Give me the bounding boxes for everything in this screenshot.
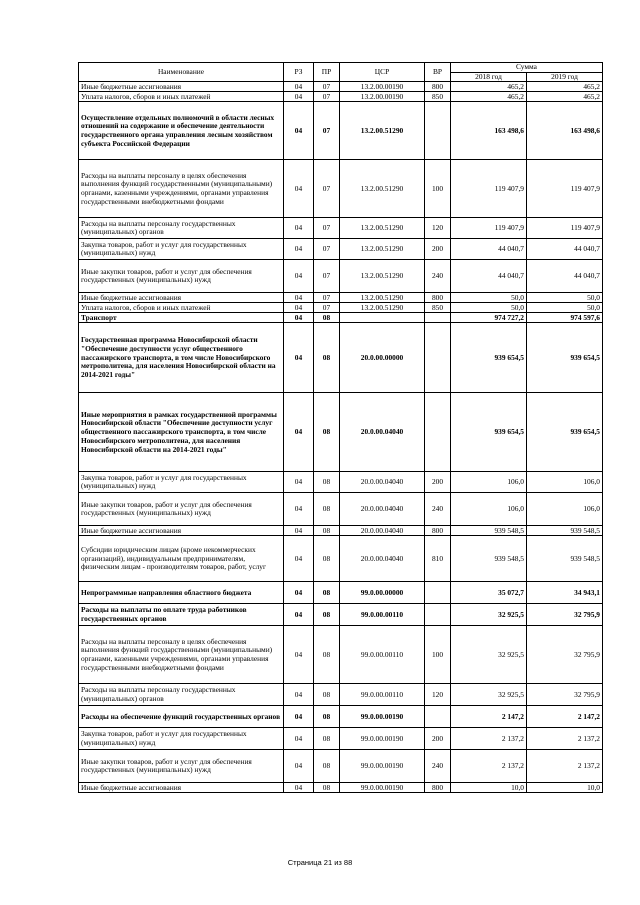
cell-name: Закупка товаров, работ и услуг для государственных (муниципальных) нужд — [79, 239, 284, 260]
cell-csr: 20.0.00.04040 — [340, 536, 425, 582]
cell-name: Расходы на выплаты персоналу в целях обеспечения выполнения функций государственными (муниципальными) органами, казенными учреждениями, органами управления государственными внебюджетными фондами — [79, 160, 284, 218]
table-row — [79, 160, 603, 218]
cell-pr: 07 — [314, 92, 340, 102]
cell-sum-2019: 2 137,2 — [527, 750, 603, 783]
cell-name: Непрограммные направления областного бюджета — [79, 582, 284, 604]
cell-sum-2019: 939 654,5 — [527, 393, 603, 472]
cell-rz: 04 — [284, 706, 314, 728]
cell-csr: 20.0.00.04040 — [340, 393, 425, 472]
cell-sum-2019: 974 597,6 — [527, 313, 603, 323]
cell-vr: 800 — [425, 293, 451, 303]
table-row — [79, 92, 603, 102]
cell-sum-2019: 119 407,9 — [527, 160, 603, 218]
cell-csr: 99.0.00.00110 — [340, 604, 425, 626]
cell-name: Осуществление отдельных полномочий в области лесных отношений на содержание и обеспечение деятельности государственного органа управления лесным хозяйством субъекта Российской Федерации — [79, 102, 284, 160]
cell-pr: 07 — [314, 260, 340, 293]
cell-sum-2019: 119 407,9 — [527, 218, 603, 239]
cell-rz: 04 — [284, 82, 314, 92]
cell-sum-2019: 939 654,5 — [527, 323, 603, 393]
header-rz: РЗ — [284, 63, 314, 82]
cell-pr: 08 — [314, 750, 340, 783]
cell-name: Иные закупки товаров, работ и услуг для обеспечения государственных (муниципальных) нужд — [79, 260, 284, 293]
table-row — [79, 728, 603, 750]
cell-sum-2019: 44 040,7 — [527, 239, 603, 260]
table-row — [79, 102, 603, 160]
cell-sum-2018: 119 407,9 — [451, 218, 527, 239]
cell-vr — [425, 604, 451, 626]
cell-rz: 04 — [284, 493, 314, 526]
cell-rz: 04 — [284, 303, 314, 313]
cell-sum-2018: 50,0 — [451, 303, 527, 313]
cell-sum-2018: 974 727,2 — [451, 313, 527, 323]
header-pr: ПР — [314, 63, 340, 82]
header-csr: ЦСР — [340, 63, 425, 82]
page-number: Страница 21 из 88 — [287, 858, 353, 867]
cell-csr: 99.0.00.00110 — [340, 626, 425, 684]
cell-csr: 99.0.00.00110 — [340, 684, 425, 706]
cell-pr: 07 — [314, 82, 340, 92]
cell-sum-2019: 50,0 — [527, 293, 603, 303]
cell-sum-2019: 32 795,9 — [527, 626, 603, 684]
cell-csr: 20.0.00.04040 — [340, 472, 425, 493]
cell-csr: 99.0.00.00000 — [340, 582, 425, 604]
budget-table — [78, 62, 603, 793]
cell-name: Иные бюджетные ассигнования — [79, 82, 284, 92]
cell-name: Расходы на выплаты по оплате труда работников государственных органов — [79, 604, 284, 626]
cell-csr: 99.0.00.00190 — [340, 783, 425, 793]
table-row — [79, 750, 603, 783]
table-row — [79, 472, 603, 493]
cell-name: Расходы на выплаты персоналу в целях обеспечения выполнения функций государственными (муниципальными) органами, казенными учреждениями, органами управления государственными внебюджетными фондами — [79, 626, 284, 684]
cell-vr — [425, 582, 451, 604]
cell-rz: 04 — [284, 626, 314, 684]
cell-sum-2018: 163 498,6 — [451, 102, 527, 160]
cell-vr: 850 — [425, 303, 451, 313]
cell-rz: 04 — [284, 604, 314, 626]
table-row — [79, 323, 603, 393]
cell-csr: 99.0.00.00190 — [340, 706, 425, 728]
cell-sum-2019: 106,0 — [527, 472, 603, 493]
header-sum: Сумма — [451, 63, 603, 73]
cell-sum-2019: 34 943,1 — [527, 582, 603, 604]
cell-csr: 20.0.00.00000 — [340, 323, 425, 393]
cell-pr: 08 — [314, 783, 340, 793]
cell-pr: 08 — [314, 728, 340, 750]
cell-csr: 13.2.00.51290 — [340, 160, 425, 218]
cell-vr: 120 — [425, 684, 451, 706]
cell-sum-2018: 32 925,5 — [451, 684, 527, 706]
cell-pr: 08 — [314, 582, 340, 604]
cell-vr: 850 — [425, 92, 451, 102]
cell-pr: 08 — [314, 472, 340, 493]
cell-sum-2018: 465,2 — [451, 82, 527, 92]
cell-vr: 120 — [425, 218, 451, 239]
table-row — [79, 493, 603, 526]
table-row — [79, 239, 603, 260]
cell-vr: 240 — [425, 750, 451, 783]
cell-pr: 08 — [314, 493, 340, 526]
cell-rz: 04 — [284, 582, 314, 604]
header-name: Наименование — [79, 63, 284, 82]
table-row — [79, 536, 603, 582]
cell-pr: 07 — [314, 303, 340, 313]
table-row — [79, 582, 603, 604]
cell-csr: 20.0.00.04040 — [340, 526, 425, 536]
cell-rz: 04 — [284, 728, 314, 750]
cell-sum-2019: 32 795,9 — [527, 684, 603, 706]
cell-sum-2018: 44 040,7 — [451, 239, 527, 260]
table-row — [79, 313, 603, 323]
cell-rz: 04 — [284, 92, 314, 102]
table-body — [79, 82, 603, 793]
cell-name: Иные закупки товаров, работ и услуг для обеспечения государственных (муниципальных) нужд — [79, 750, 284, 783]
cell-rz: 04 — [284, 218, 314, 239]
cell-sum-2019: 2 137,2 — [527, 728, 603, 750]
cell-name: Иные бюджетные ассигнования — [79, 526, 284, 536]
cell-pr: 08 — [314, 323, 340, 393]
cell-name: Закупка товаров, работ и услуг для государственных (муниципальных) нужд — [79, 728, 284, 750]
cell-rz: 04 — [284, 260, 314, 293]
cell-vr: 200 — [425, 472, 451, 493]
cell-sum-2019: 106,0 — [527, 493, 603, 526]
cell-sum-2018: 939 548,5 — [451, 536, 527, 582]
cell-pr: 07 — [314, 293, 340, 303]
cell-name: Закупка товаров, работ и услуг для государственных (муниципальных) нужд — [79, 472, 284, 493]
cell-vr: 800 — [425, 526, 451, 536]
table-row — [79, 260, 603, 293]
cell-name: Иные бюджетные ассигнования — [79, 293, 284, 303]
cell-sum-2019: 939 548,5 — [527, 536, 603, 582]
table-row — [79, 303, 603, 313]
cell-vr: 240 — [425, 493, 451, 526]
table-row — [79, 293, 603, 303]
cell-rz: 04 — [284, 783, 314, 793]
cell-sum-2018: 50,0 — [451, 293, 527, 303]
cell-sum-2018: 106,0 — [451, 472, 527, 493]
cell-name: Транспорт — [79, 313, 284, 323]
cell-pr: 08 — [314, 604, 340, 626]
cell-vr — [425, 313, 451, 323]
cell-pr: 07 — [314, 102, 340, 160]
cell-vr: 100 — [425, 626, 451, 684]
cell-csr: 13.2.00.51290 — [340, 303, 425, 313]
cell-csr: 13.2.00.51290 — [340, 218, 425, 239]
cell-csr: 13.2.00.51290 — [340, 293, 425, 303]
cell-rz: 04 — [284, 293, 314, 303]
cell-vr: 100 — [425, 160, 451, 218]
cell-pr: 07 — [314, 239, 340, 260]
cell-sum-2018: 2 137,2 — [451, 750, 527, 783]
cell-sum-2018: 465,2 — [451, 92, 527, 102]
cell-csr: 13.2.00.00190 — [340, 92, 425, 102]
table-row — [79, 783, 603, 793]
cell-vr — [425, 706, 451, 728]
cell-sum-2019: 465,2 — [527, 82, 603, 92]
cell-sum-2018: 10,0 — [451, 783, 527, 793]
cell-csr: 99.0.00.00190 — [340, 728, 425, 750]
header-vr: ВР — [425, 63, 451, 82]
cell-csr: 13.2.00.51290 — [340, 239, 425, 260]
cell-csr: 20.0.00.04040 — [340, 493, 425, 526]
cell-pr: 08 — [314, 626, 340, 684]
cell-name: Государственная программа Новосибирской области "Обеспечение доступности услуг общественного пассажирского транспорта, в том числе Новосибирского метрополитена, для населения Новосибирской области на 2014-2021 годы" — [79, 323, 284, 393]
cell-sum-2019: 465,2 — [527, 92, 603, 102]
cell-pr: 08 — [314, 706, 340, 728]
cell-pr: 07 — [314, 218, 340, 239]
cell-sum-2018: 2 147,2 — [451, 706, 527, 728]
cell-sum-2018: 32 925,5 — [451, 626, 527, 684]
cell-name: Расходы на выплаты персоналу государственных (муниципальных) органов — [79, 684, 284, 706]
cell-name: Субсидии юридическим лицам (кроме некоммерческих организаций), индивидуальным предпринимателям, физическим лицам - производителям товаров, работ, услуг — [79, 536, 284, 582]
cell-sum-2019: 163 498,6 — [527, 102, 603, 160]
cell-sum-2018: 2 137,2 — [451, 728, 527, 750]
table-row — [79, 526, 603, 536]
cell-sum-2018: 119 407,9 — [451, 160, 527, 218]
cell-csr — [340, 313, 425, 323]
table-row — [79, 218, 603, 239]
cell-pr: 08 — [314, 684, 340, 706]
table-row — [79, 393, 603, 472]
cell-vr: 200 — [425, 239, 451, 260]
cell-sum-2019: 44 040,7 — [527, 260, 603, 293]
cell-sum-2018: 106,0 — [451, 493, 527, 526]
cell-sum-2018: 939 654,5 — [451, 323, 527, 393]
table-row — [79, 604, 603, 626]
header-year-2019: 2019 год — [527, 72, 603, 82]
cell-name: Расходы на выплаты персоналу государственных (муниципальных) органов — [79, 218, 284, 239]
cell-sum-2018: 35 072,7 — [451, 582, 527, 604]
table-row — [79, 706, 603, 728]
cell-vr: 240 — [425, 260, 451, 293]
cell-vr: 800 — [425, 783, 451, 793]
table-row — [79, 82, 603, 92]
cell-name: Уплата налогов, сборов и иных платежей — [79, 303, 284, 313]
table-header — [79, 63, 603, 82]
cell-rz: 04 — [284, 313, 314, 323]
cell-name: Уплата налогов, сборов и иных платежей — [79, 92, 284, 102]
table-row — [79, 626, 603, 684]
cell-sum-2018: 939 654,5 — [451, 393, 527, 472]
cell-csr: 13.2.00.00190 — [340, 82, 425, 92]
cell-sum-2019: 10,0 — [527, 783, 603, 793]
cell-pr: 08 — [314, 313, 340, 323]
cell-csr: 13.2.00.51290 — [340, 260, 425, 293]
cell-rz: 04 — [284, 750, 314, 783]
cell-vr: 200 — [425, 728, 451, 750]
cell-vr: 810 — [425, 536, 451, 582]
cell-vr — [425, 393, 451, 472]
cell-rz: 04 — [284, 526, 314, 536]
cell-sum-2019: 32 795,9 — [527, 604, 603, 626]
cell-rz: 04 — [284, 102, 314, 160]
cell-csr: 99.0.00.00190 — [340, 750, 425, 783]
cell-rz: 04 — [284, 472, 314, 493]
cell-sum-2018: 32 925,5 — [451, 604, 527, 626]
cell-sum-2019: 939 548,5 — [527, 526, 603, 536]
cell-csr: 13.2.00.51290 — [340, 102, 425, 160]
cell-rz: 04 — [284, 323, 314, 393]
cell-sum-2019: 2 147,2 — [527, 706, 603, 728]
cell-pr: 07 — [314, 160, 340, 218]
cell-rz: 04 — [284, 393, 314, 472]
cell-sum-2018: 939 548,5 — [451, 526, 527, 536]
header-year-2018: 2018 год — [451, 72, 527, 82]
cell-pr: 08 — [314, 393, 340, 472]
cell-vr — [425, 323, 451, 393]
cell-name: Иные закупки товаров, работ и услуг для обеспечения государственных (муниципальных) нужд — [79, 493, 284, 526]
cell-rz: 04 — [284, 160, 314, 218]
cell-rz: 04 — [284, 239, 314, 260]
cell-name: Иные бюджетные ассигнования — [79, 783, 284, 793]
cell-rz: 04 — [284, 684, 314, 706]
cell-pr: 08 — [314, 526, 340, 536]
cell-sum-2018: 44 040,7 — [451, 260, 527, 293]
cell-rz: 04 — [284, 536, 314, 582]
cell-vr: 800 — [425, 82, 451, 92]
cell-name: Расходы на обеспечение функций государственных органов — [79, 706, 284, 728]
cell-sum-2019: 50,0 — [527, 303, 603, 313]
cell-name: Иные мероприятия в рамках государственной программы Новосибирской области "Обеспечение доступности услуг общественного пассажирского транспорта, в том числе Новосибирского метрополитена, для населения Новосибирской области на 2014-2021 годы" — [79, 393, 284, 472]
cell-vr — [425, 102, 451, 160]
table-row — [79, 684, 603, 706]
cell-pr: 08 — [314, 536, 340, 582]
